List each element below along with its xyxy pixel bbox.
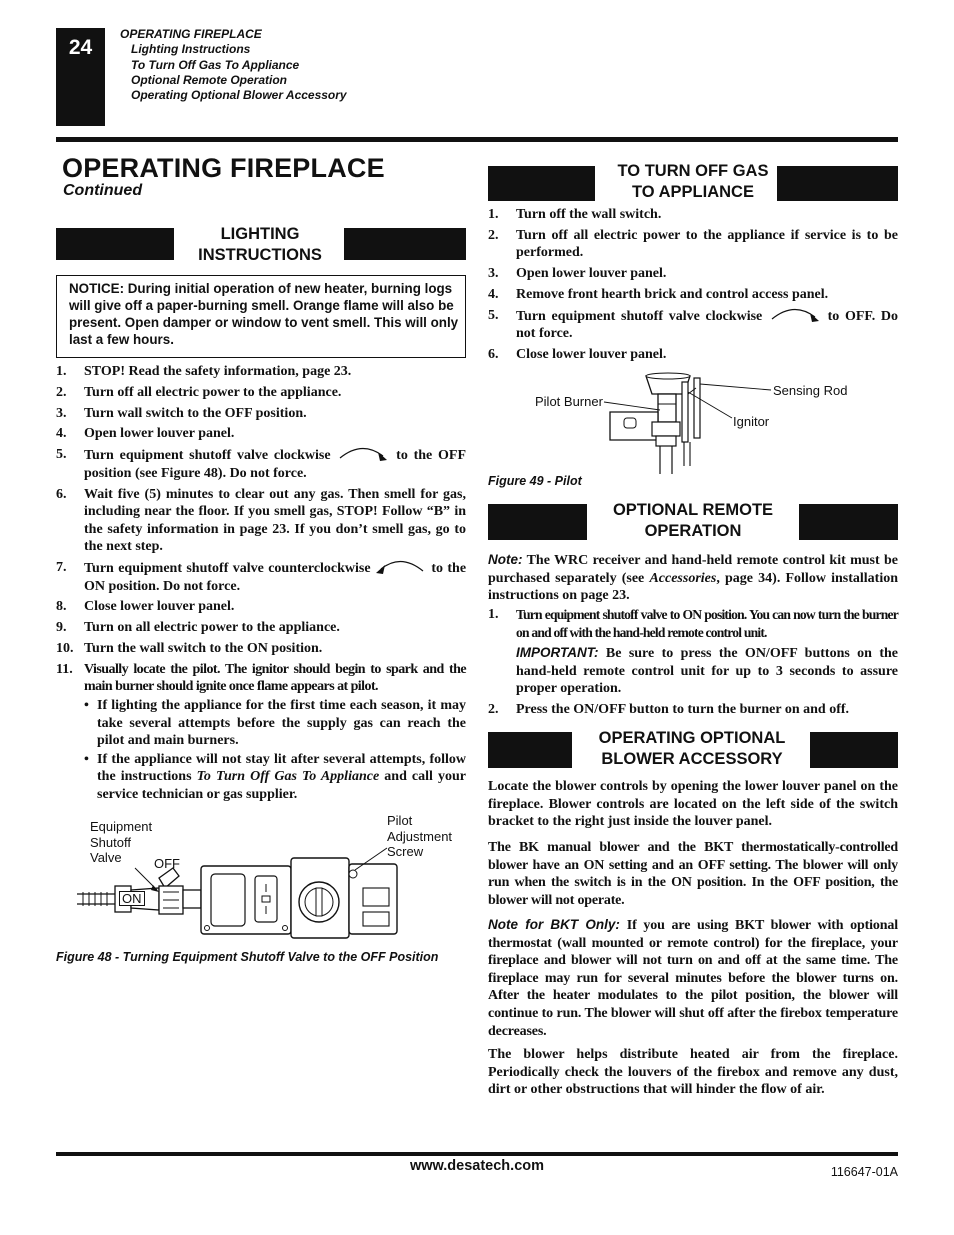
step-text: STOP! Read the safety information, page 23. xyxy=(84,364,352,379)
list-item xyxy=(488,701,898,719)
cross-reference: To Turn Off Gas To Appliance xyxy=(196,769,380,785)
step-number: 3. xyxy=(488,266,499,282)
step-text: Close lower louver panel. xyxy=(516,347,667,363)
step-text: Turn off all electric power to the appliance if service is to be performed. xyxy=(516,227,898,261)
step-text-b: to the ON position. Do not force. xyxy=(84,561,467,594)
heading-line: INSTRUCTIONS xyxy=(198,246,322,264)
label-line: Pilot xyxy=(387,813,413,828)
heading-line: TO APPLIANCE xyxy=(632,183,754,201)
heading-line: OPTIONAL REMOTE xyxy=(612,501,774,519)
step-number: 8. xyxy=(56,599,67,615)
step-text-a: Turn equipment shutoff valve counterclockwise xyxy=(84,561,371,577)
counterclockwise-arrow-icon xyxy=(375,559,427,575)
blower-bkt-note xyxy=(488,916,898,1040)
heading-bar-right xyxy=(344,228,466,260)
step-number: 7. xyxy=(56,560,67,576)
step-text: Open lower louver panel. xyxy=(84,426,235,442)
figure49-caption: Figure 49 - Pilot xyxy=(488,474,582,488)
step-text: Remove front hearth brick and control access panel. xyxy=(516,286,829,302)
step-text xyxy=(84,446,466,482)
step-text: Turn on all electric power to the appliance. xyxy=(84,620,340,636)
list-item xyxy=(56,559,466,595)
heading-bar-right xyxy=(799,504,898,540)
step-number: 4. xyxy=(488,286,499,302)
list-item xyxy=(488,606,898,698)
heading-title xyxy=(572,728,812,770)
list-item xyxy=(56,598,466,616)
clockwise-arrow-icon xyxy=(768,307,822,323)
list-item xyxy=(56,425,466,443)
label-line: Screw xyxy=(387,844,424,859)
step-number: 5. xyxy=(56,447,67,463)
heading-line: OPERATION xyxy=(644,522,742,540)
step-text: Close lower louver panel. xyxy=(84,599,235,615)
bullet-text: If lighting the appliance for the first time each season, it may take several attempts before the supply gas can reach the pilot and main burners. xyxy=(97,697,466,749)
step-number: 2. xyxy=(488,702,499,718)
bullet-icon: • xyxy=(84,751,89,767)
step-text: Press the ON/OFF button to turn the burner on and off. xyxy=(516,702,850,718)
step-number: 2. xyxy=(488,227,499,243)
heading-line: OPERATING OPTIONAL xyxy=(598,729,786,747)
note-label: Note for BKT Only: xyxy=(488,917,620,932)
bullet-text: If the appliance will not stay lit after several attempts, follow the instructions xyxy=(97,751,466,785)
label-line: Valve xyxy=(90,850,122,865)
bottom-rule xyxy=(56,1152,898,1156)
note-label: Note: xyxy=(488,552,523,567)
step-number: 5. xyxy=(488,307,499,323)
document-code: 116647-01A xyxy=(830,1165,898,1179)
step-number: 4. xyxy=(56,426,67,442)
step-text: Open lower louver panel. xyxy=(516,266,667,282)
breadcrumb-item: Optional Remote Operation xyxy=(131,72,288,87)
heading-title xyxy=(595,161,791,203)
important-label: IMPORTANT: xyxy=(516,645,599,661)
list-item xyxy=(56,619,466,637)
step-text: Turn off all electric power to the appliance. xyxy=(84,384,342,400)
bullet-icon: • xyxy=(84,697,89,713)
list-item xyxy=(56,363,466,381)
blower-paragraph: Locate the blower controls by opening the lower louver panel on the fireplace. Blower controls are located on the left side of the switch bracket to the right just inside the louver panel. xyxy=(488,779,898,830)
step-number: 6. xyxy=(56,486,67,502)
heading-bar-left xyxy=(488,504,587,540)
step-text: Wait five (5) minutes to clear out any gas. Then smell for gas, including near the floor. If you smell gas, STOP! Follow “B” in the safety information in page 23. If you don’t smell gas, go to the next step. xyxy=(84,486,466,555)
heading-bar-left xyxy=(488,166,595,201)
heading-line: BLOWER ACCESSORY xyxy=(601,750,783,768)
step-number: 10. xyxy=(56,641,74,656)
step-number: 2. xyxy=(56,384,67,400)
bullet-item xyxy=(84,751,466,804)
step-text: Turn wall switch to the OFF position. xyxy=(84,405,307,421)
list-item xyxy=(56,405,466,423)
heading-title xyxy=(174,224,346,266)
step-number: 1. xyxy=(488,207,499,222)
step-text: Turn equipment shutoff valve to ON position. You can now turn the burner on and off with the hand-held remote control unit. xyxy=(516,607,898,640)
figure49-label-pilot-burner: Pilot Burner xyxy=(535,394,603,409)
list-item xyxy=(488,265,898,283)
list-item xyxy=(488,307,898,343)
footer-url[interactable]: www.desatech.com xyxy=(409,1158,545,1174)
figure49-label-sensing-rod: Sensing Rod xyxy=(773,383,848,398)
page-title: OPERATING FIREPLACE xyxy=(62,153,385,183)
figure48-caption: Figure 48 - Turning Equipment Shutoff Valve to the OFF Position xyxy=(56,950,439,964)
step-text-a: Turn equipment shutoff valve clockwise xyxy=(84,448,331,464)
bullet-text: and call your service technician or gas supplier. xyxy=(97,769,467,802)
step-text-a: Turn equipment shutoff valve clockwise xyxy=(516,308,763,324)
figure49-label-ignitor: Ignitor xyxy=(733,414,770,429)
notice-box: NOTICE: During initial operation of new heater, burning logs will give off a paper-burning smell. Orange flame will also be present. Open damper or window to vent smell. This will only last a few hours. xyxy=(56,275,466,358)
breadcrumb-item: Operating Optional Blower Accessory xyxy=(131,88,347,103)
list-item xyxy=(56,661,466,804)
important-note xyxy=(516,644,898,698)
list-item xyxy=(56,446,466,482)
page-number: 24 xyxy=(68,36,93,59)
section-heading-blower xyxy=(488,728,898,772)
top-rule xyxy=(56,137,898,142)
page-number-tab xyxy=(56,28,105,126)
figure49-pilot-illustration xyxy=(604,370,784,476)
list-item xyxy=(488,206,898,224)
list-item xyxy=(488,286,898,304)
section-heading-lighting xyxy=(56,224,466,264)
note-text: If you are using BKT blower with optional thermostat (wall mounted or remote control) for the fireplace, your fireplace and blower will not turn on and off at the same time. The fireplace may run for several minutes before the blower turns on. After the heater modulates to the pilot position, the blower will continue to run. The blower will shut off after the firebox temperature decreases. xyxy=(488,918,898,1039)
heading-bar-right xyxy=(810,732,898,768)
figure48-label-pilot-screw xyxy=(387,813,452,860)
heading-bar-left xyxy=(488,732,572,768)
note-text: The WRC receiver and hand-held remote control kit must be purchased separately (see xyxy=(488,553,898,586)
step-text-b: to the OFF position (see Figure 48). Do not force. xyxy=(84,448,467,481)
step-text-b: to OFF. Do not force. xyxy=(516,308,898,342)
step-text xyxy=(516,307,898,343)
step-number: 1. xyxy=(56,364,67,379)
heading-line: LIGHTING xyxy=(220,225,300,243)
note-text: , page 34). Follow installation instructions on page 23. xyxy=(488,570,899,604)
important-text: Be sure to press the ON/OFF buttons on the hand-held remote control unit for up to 3 seconds to assure proper operation. xyxy=(516,646,899,697)
turn-off-steps xyxy=(488,206,898,367)
list-item xyxy=(488,346,898,364)
heading-title xyxy=(587,500,799,542)
breadcrumb-item: Lighting Instructions xyxy=(131,42,251,57)
heading-bar-right xyxy=(777,166,898,201)
figure48-label-off: OFF xyxy=(154,856,180,871)
step-number: 6. xyxy=(488,347,499,363)
section-heading-remote xyxy=(488,500,898,544)
figure48-label-on: ON xyxy=(119,891,145,906)
label-line: Adjustment xyxy=(387,828,453,844)
list-item xyxy=(488,227,898,262)
list-item xyxy=(56,486,466,556)
breadcrumb-section: OPERATING FIREPLACE xyxy=(120,27,262,41)
clockwise-arrow-icon xyxy=(336,446,390,462)
lighting-steps xyxy=(56,363,466,807)
cross-reference: Accessories xyxy=(649,570,717,586)
label-line: Shutoff xyxy=(90,834,131,850)
heading-bar-left xyxy=(56,228,174,260)
blower-paragraph: The blower helps distribute heated air from the fireplace. Periodically check the louvers of the firebox and remove any dust, dirt or other obstructions that will hinder the flow of air. xyxy=(488,1047,898,1098)
step-number: 11. xyxy=(56,661,73,677)
breadcrumb xyxy=(120,27,347,103)
step-text: Turn off the wall switch. xyxy=(516,207,662,222)
heading-line: TO TURN OFF GAS xyxy=(617,162,769,180)
blower-paragraph: The BK manual blower and the BKT thermostatically-controlled blower have an ON setting and an OFF setting. The blower will only run when the switch is in the ON position. In the OFF position, the blower will not operate. xyxy=(488,840,898,908)
list-item xyxy=(56,384,466,402)
page-subtitle: Continued xyxy=(63,182,143,199)
step-text: Visually locate the pilot. The ignitor should begin to spark and the main burner should ignite once flame appears at pilot. xyxy=(84,661,466,695)
list-item xyxy=(56,640,466,658)
bullet-item xyxy=(84,697,466,750)
step-number: 3. xyxy=(56,405,67,421)
remote-steps xyxy=(488,606,898,722)
remote-note xyxy=(488,551,898,605)
step-text: Turn the wall switch to the ON position. xyxy=(84,641,323,656)
step-number: 1. xyxy=(488,607,499,622)
label-line: Equipment xyxy=(90,819,153,834)
step-text xyxy=(84,559,466,595)
section-heading-turn-off xyxy=(488,160,898,204)
step-number: 9. xyxy=(56,620,67,636)
breadcrumb-item: To Turn Off Gas To Appliance xyxy=(131,57,300,72)
